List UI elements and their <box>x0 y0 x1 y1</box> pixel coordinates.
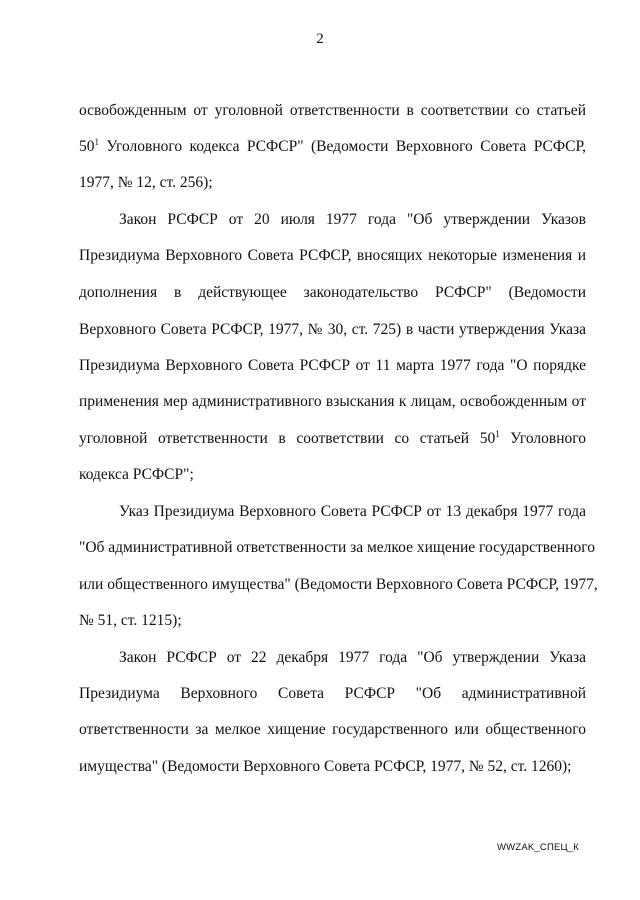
text-line: 1977, № 12, ст. 256); <box>79 174 213 191</box>
footer-code: WWZAK_СПЕЦ_К <box>497 842 579 853</box>
text-line: Президиума Верховного Совета РСФСР от 11 марта 1977 года "О порядке <box>79 357 586 374</box>
text-line: или общественного имущества" (Ведомости Верховного Совета РСФСР, 1977, <box>79 576 598 593</box>
text-line: Президиума Верховного Совета РСФСР "Об административной <box>79 685 586 702</box>
text-line: Указ Президиума Верховного Совета РСФСР от 13 декабря 1977 года <box>119 503 586 520</box>
text-line: применения мер административного взыскания к лицам, освобожденным от <box>79 393 586 410</box>
page-number: 2 <box>316 31 324 47</box>
text-line: освобожденным от уголовной ответственности в соответствии со статьей <box>79 102 586 119</box>
text-line: $50^1$ Уголовного кодекса РСФСР" (Ведомости Верховного Совета РСФСР, <box>79 137 586 155</box>
text-line: имущества" (Ведомости Верховного Совета РСФСР, 1977, № 52, ст. 1260); <box>79 758 572 775</box>
text-line: Президиума Верховного Совета РСФСР, вносящих некоторые изменения и <box>79 247 586 264</box>
text-line: Закон РСФСР от 20 июля 1977 года "Об утверждении Указов <box>119 211 586 228</box>
text-line: № 51, ст. 1215); <box>79 612 182 629</box>
text-line: Верховного Совета РСФСР, 1977, № 30, ст. 725) в части утверждения Указа <box>79 321 586 338</box>
text-line: "Об административной ответственности за мелкое хищение государственного <box>79 539 595 556</box>
text-line: уголовной ответственности в соответствии со статьей $50^1$ Уголовного <box>79 429 587 447</box>
text-line: дополнения в действующее законодательство РСФСР" (Ведомости <box>79 284 586 301</box>
text-line: ответственности за мелкое хищение государственного или общественного <box>79 721 586 738</box>
text-line: кодекса РСФСР"; <box>79 466 194 483</box>
text-line: Закон РСФСР от 22 декабря 1977 года "Об утверждении Указа <box>119 649 586 666</box>
